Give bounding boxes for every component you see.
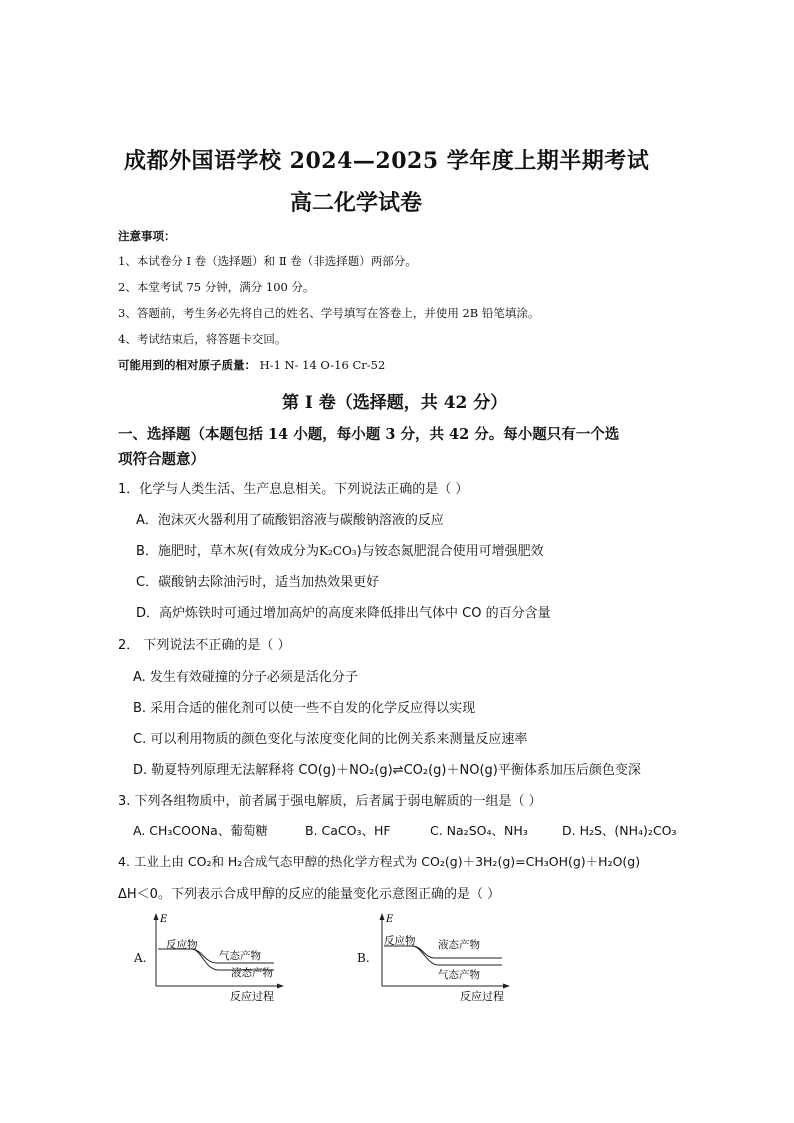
diagram-b-x-arrow xyxy=(503,984,510,989)
q1-option-b-post: )与铵态氮肥混合使用可增强肥效 xyxy=(356,544,544,559)
atomic-mass-values: H-1 N- 14 O-16 Cr-52 xyxy=(259,358,386,372)
section-title: 第 Ⅰ 卷（选择题，共 42 分） xyxy=(282,393,508,413)
note-item-4: 4、考试结束后，将答题卡交回。 xyxy=(118,332,287,346)
q3-option-d: D. H₂S、(NH₄)₂CO₃ xyxy=(562,823,677,838)
diagram-a-x-arrow xyxy=(277,984,284,989)
diagram-b-energy-chart xyxy=(372,912,522,1004)
q2-option-d: D. 勒夏特列原理无法解释将 CO(g)＋NO₂(g)⇌CO₂(g)＋NO(g)平衡体系加压后颜色变深 xyxy=(133,763,641,778)
notes-heading: 注意事项： xyxy=(118,229,176,243)
q4-stem-line1: 4. 工业上由 CO₂和 H₂合成气态甲醇的热化学方程式为 CO₂(g)＋3H₂(g)=CH₃OH(g)＋H₂O(g) xyxy=(118,854,641,869)
diagram-b-lower-product-label: 气态产物 xyxy=(438,969,480,981)
diagram-a-axis-y-label: E xyxy=(160,914,168,925)
diagram-a-axis-x-label: 反应过程 xyxy=(230,990,274,1003)
diagram-a-lower-product-label: 液态产物 xyxy=(231,967,273,979)
diagram-b-upper-product-label: 液态产物 xyxy=(438,939,480,951)
atomic-mass-line xyxy=(118,357,385,373)
diagram-b-axis-x-label: 反应过程 xyxy=(460,990,504,1003)
q2-option-c: C. 可以利用物质的颜色变化与浓度变化间的比例关系来测量反应速率 xyxy=(133,732,528,747)
diagram-a-reactant-label: 反应物 xyxy=(166,939,198,951)
atomic-mass-label: 可能用到的相对原子质量： xyxy=(118,358,256,372)
diagram-a-energy-chart xyxy=(146,912,296,1004)
q2-option-b: B. 采用合适的催化剂可以使一些不自发的化学反应得以实现 xyxy=(133,701,476,716)
part-one-heading-cont: 项符合题意） xyxy=(118,451,205,468)
q1-option-b-formula: K₂CO₃ xyxy=(319,544,357,558)
q1-option-b xyxy=(136,540,544,559)
diagram-b-axis-y-label: E xyxy=(386,914,394,925)
q1-option-d: D．高炉炼铁时可通过增加高炉的高度来降低排出气体中 CO 的百分含量 xyxy=(136,606,551,621)
q3-option-b: B. CaCO₃、HF xyxy=(305,823,391,838)
q3-option-a: A. CH₃COONa、葡萄糖 xyxy=(133,823,268,838)
diagram-b-reactant-label: 反应物 xyxy=(384,935,416,947)
q3-options xyxy=(0,821,794,841)
diagram-a-upper-product-label: 气态产物 xyxy=(219,950,261,962)
exam-subtitle: 高二化学试卷 xyxy=(290,190,423,216)
diagram-b-y-arrow xyxy=(380,913,385,920)
q3-stem: 3. 下列各组物质中，前者属于强电解质，后者属于弱电解质的一组是（ ） xyxy=(118,794,542,809)
diagram-a-y-arrow xyxy=(154,913,159,920)
diagram-a-option-label: A. xyxy=(134,951,147,965)
note-item-2: 2、本堂考试 75 分钟，满分 100 分。 xyxy=(118,280,315,294)
q1-option-c: C．碳酸钠去除油污时，适当加热效果更好 xyxy=(136,575,380,590)
q1-option-b-pre: B．施肥时，草木灰(有效成分为 xyxy=(136,544,319,559)
note-item-1: 1、本试卷分 Ⅰ 卷（选择题）和 Ⅱ 卷（非选择题）两部分。 xyxy=(118,254,417,268)
exam-title: 成都外国语学校 2024—2025 学年度上期半期考试 xyxy=(124,148,650,174)
q1-stem: 1．化学与人类生活、生产息息相关。下列说法正确的是（ ） xyxy=(118,482,469,497)
q1-option-a: A．泡沫灭火器利用了硫酸铝溶液与碳酸钠溶液的反应 xyxy=(136,513,444,528)
q3-option-c: C. Na₂SO₄、NH₃ xyxy=(430,823,528,838)
q2-option-a: A. 发生有效碰撞的分子必须是活化分子 xyxy=(133,670,358,685)
diagram-b-option-label: B. xyxy=(357,951,370,965)
q2-stem: 2． 下列说法不正确的是（ ） xyxy=(118,638,291,653)
note-item-3: 3、答题前，考生务必先将自己的姓名、学号填写在答卷上，并使用 2B 铅笔填涂。 xyxy=(118,306,540,320)
part-one-heading: 一、选择题（本题包括 14 小题，每小题 3 分，共 42 分。每小题只有一个选 xyxy=(118,426,620,443)
q4-stem-line2: ΔH＜0。下列表示合成甲醇的反应的能量变化示意图正确的是（ ） xyxy=(118,887,501,902)
